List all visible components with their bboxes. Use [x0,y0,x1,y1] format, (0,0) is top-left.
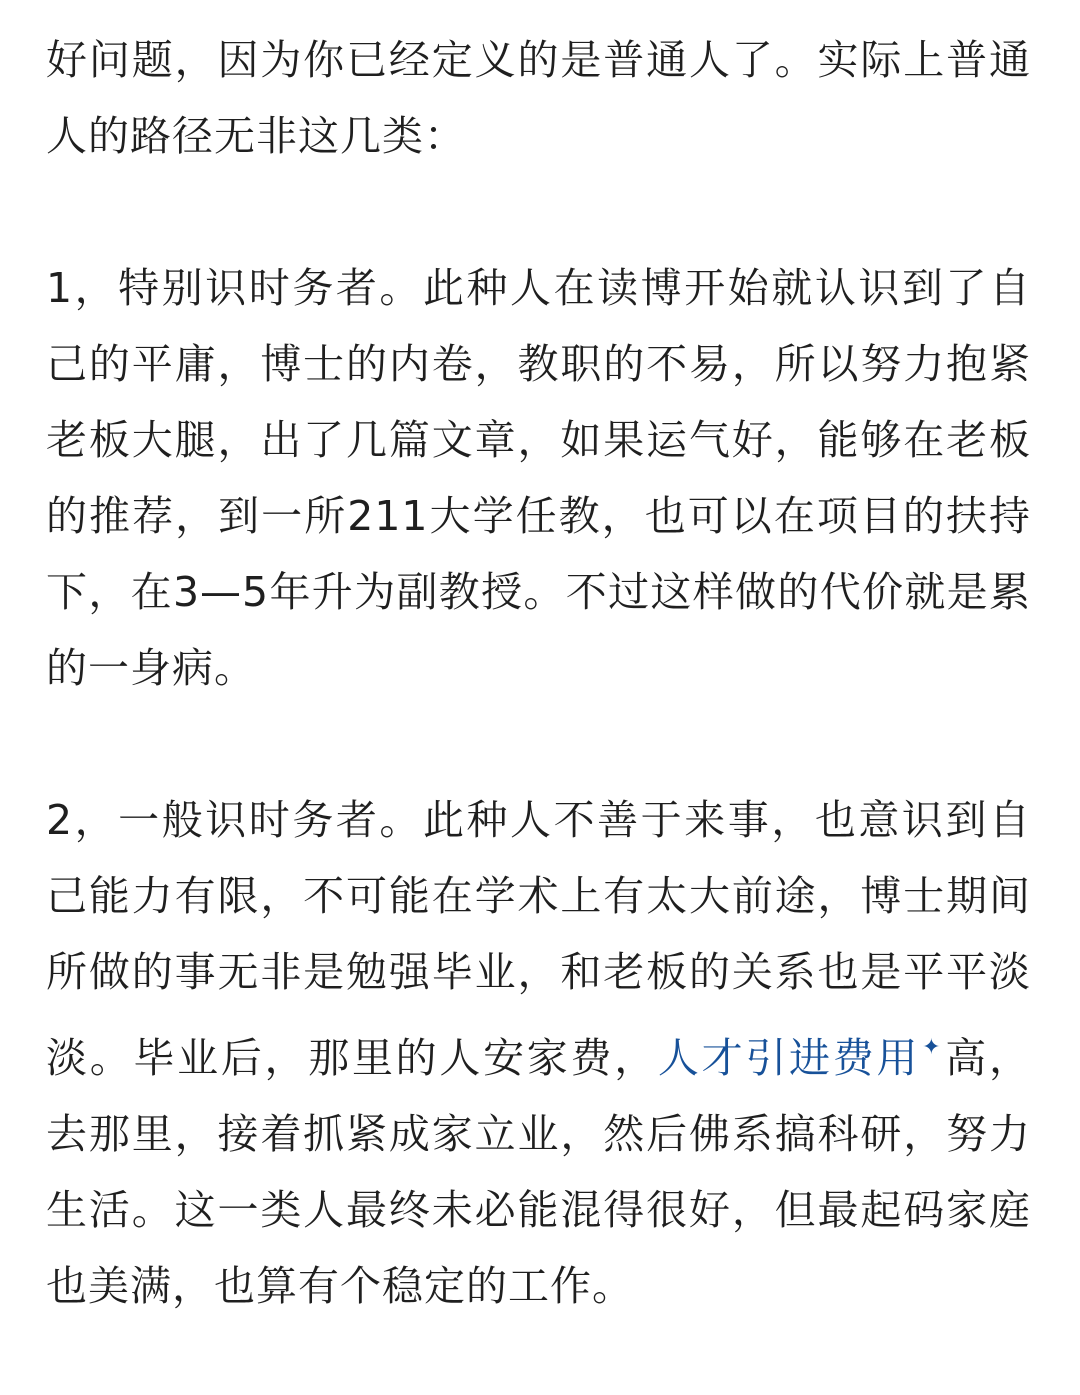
paragraph-type-2-text-before: 2，一般识时务者。此种人不善于来事，也意识到自己能力有限，不可能在学术上有太大前途，博士期间所做的事无非是勉强毕业，和老板的关系也是平平淡淡。毕业后，那里的人安家费， [46,796,1031,1082]
sparkle-icon: ✦ [922,1035,942,1060]
answer-content [46,22,1031,1324]
paragraph-type-2 [46,782,1031,1324]
paragraph-type-2-text-after: 高，去那里，接着抓紧成家立业，然后佛系搞科研，努力生活。这一类人最终未必能混得很好，但最起码家庭也美满，也算有个稳定的工作。 [46,1034,1032,1310]
paragraph-type-1: 1，特别识时务者。此种人在读博开始就认识到了自己的平庸，博士的内卷，教职的不易，所以努力抱紧老板大腿，出了几篇文章，如果运气好，能够在老板的推荐，到一所211大学任教，也可以在项目的扶持下，在3—5年升为副教授。不过这样做的代价就是累的一身病。 [46,264,1031,692]
paragraph-intro: 好问题，因为你已经定义的是普通人了。实际上普通人的路径无非这几类： [46,36,1031,160]
keyword-link-talent-fee[interactable]: 人才引进费用 [657,1034,921,1082]
